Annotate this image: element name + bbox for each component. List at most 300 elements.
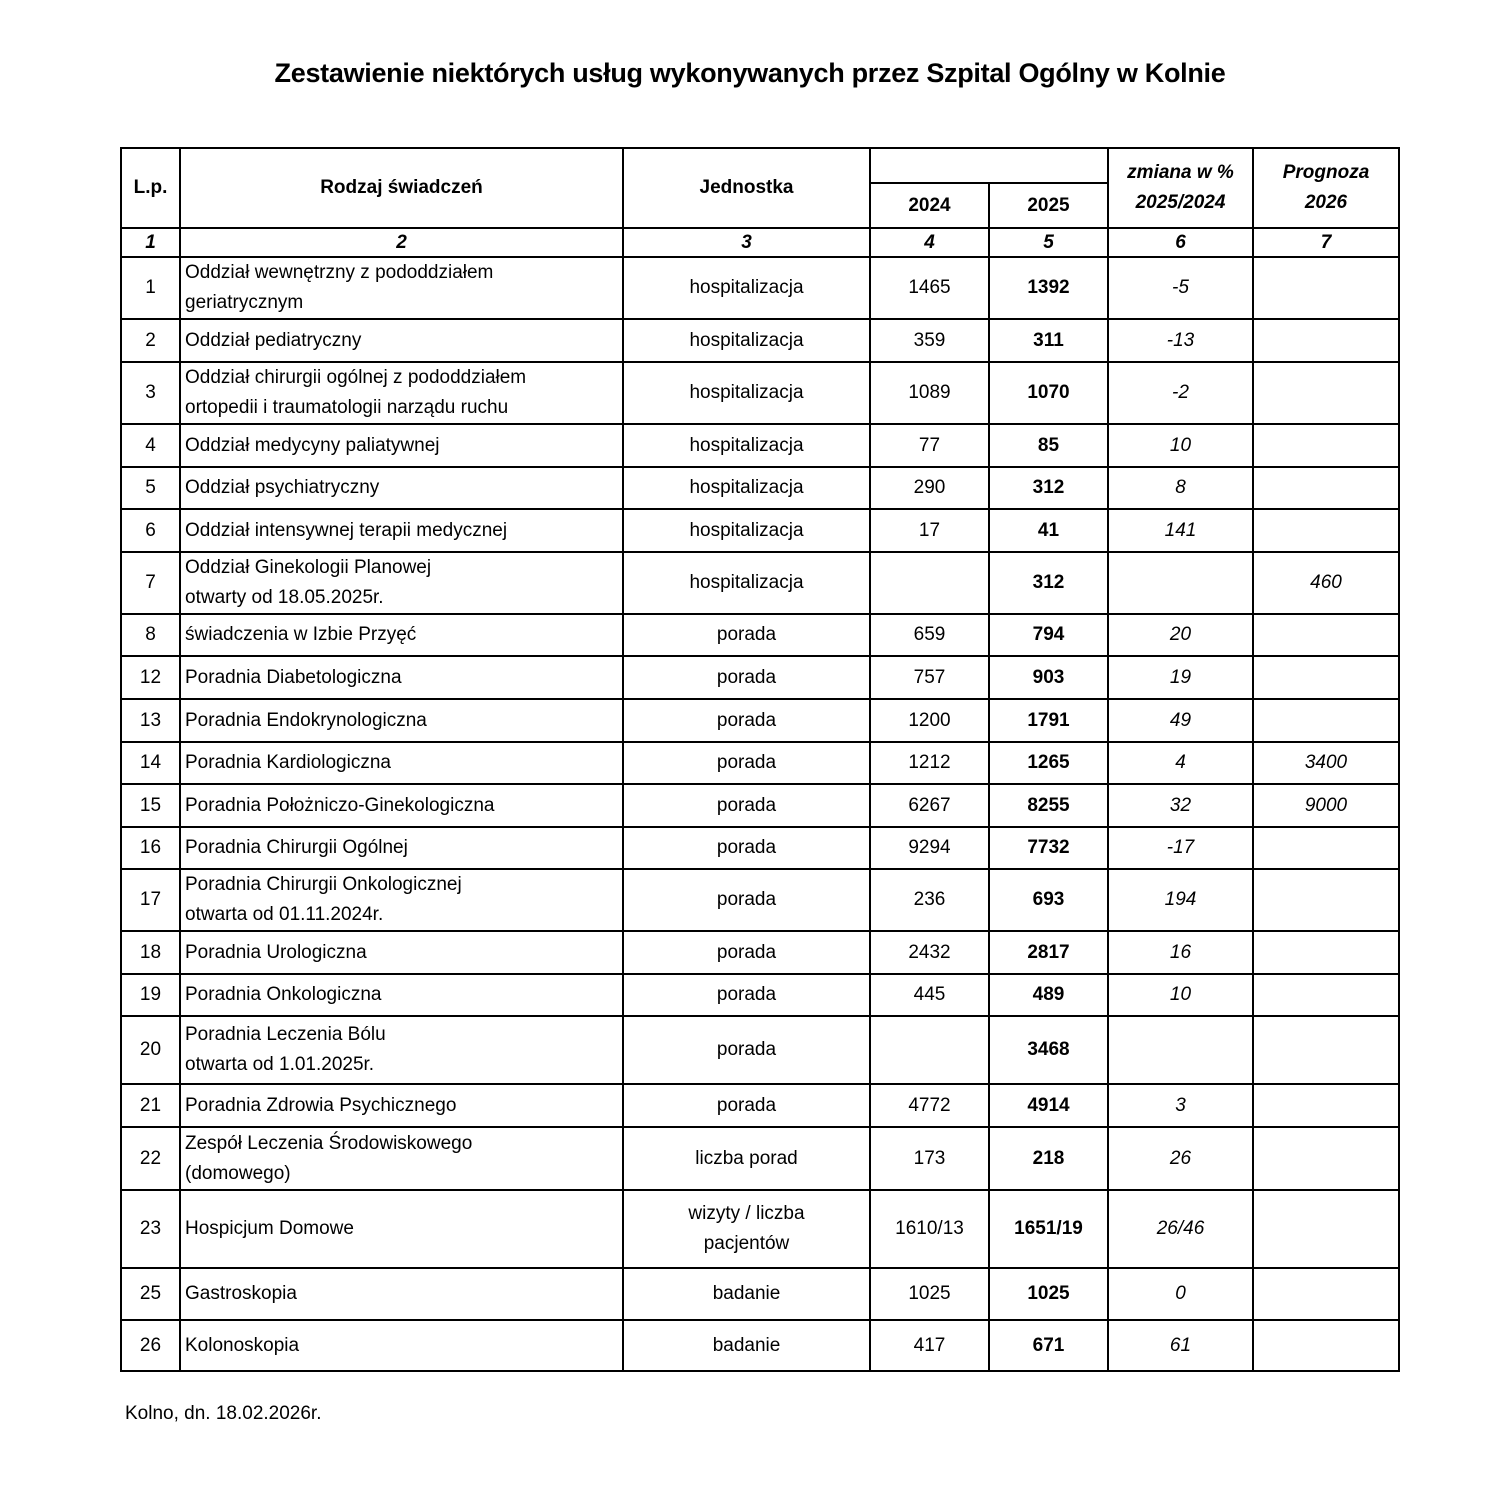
service-name-line2: (domowego): [185, 1162, 291, 1184]
unit-line1: porada: [716, 1039, 777, 1060]
cell-change-percent: [1108, 362, 1253, 424]
cell-lp: [121, 1127, 180, 1190]
cell-unit: [623, 509, 870, 552]
cell-2024: [870, 424, 989, 467]
service-name-line1: Oddział intensywnej terapii medycznej: [185, 519, 508, 541]
value-2024: 290: [913, 477, 946, 498]
service-name-line2: otwarta od 1.01.2025r.: [185, 1054, 375, 1075]
cell-service-name: [180, 424, 623, 467]
value-2025: 4914: [1027, 1094, 1070, 1116]
cell-lp: [121, 319, 180, 362]
value-2025: 311: [1033, 329, 1064, 351]
header-2024: 2024: [870, 183, 989, 228]
cell-unit: [623, 699, 870, 742]
cell-unit: [623, 656, 870, 699]
service-name-line1: Poradnia Chirurgii Ogólnej: [185, 837, 408, 858]
cell-2025: [989, 784, 1108, 827]
value-2025: 1791: [1027, 709, 1070, 731]
value-2025: 671: [1032, 1334, 1065, 1356]
service-name-line2: otwarty od 18.05.2025r.: [185, 587, 384, 608]
unit-line1: hospitalizacja: [689, 329, 804, 351]
table-row: [121, 467, 1399, 509]
cell-lp: [121, 974, 180, 1016]
cell-lp: [121, 1016, 180, 1084]
cell-change-percent: [1108, 319, 1253, 362]
table-row: [121, 742, 1399, 784]
cell-change-percent: [1108, 1016, 1253, 1084]
cell-lp: [121, 699, 180, 742]
cell-change-percent: [1108, 931, 1253, 974]
cell-unit: [623, 1268, 870, 1320]
unit-line1: hospitalizacja: [689, 477, 804, 498]
cell-2025: [989, 656, 1108, 699]
value-2025: 693: [1032, 889, 1065, 910]
unit-line2: pacjentów: [703, 1233, 790, 1254]
value-2024: 1025: [908, 1283, 951, 1304]
header-zmiana: [1108, 148, 1253, 228]
lp-value: 7: [145, 572, 156, 593]
cell-change-percent: [1108, 869, 1253, 931]
change-percent-value: 4: [1175, 752, 1186, 773]
cell-2024: [870, 1190, 989, 1268]
value-2024: 236: [913, 889, 946, 910]
cell-service-name: [180, 614, 623, 656]
table-row: [121, 784, 1399, 827]
value-2025: 1265: [1027, 752, 1070, 773]
unit-line1: porada: [716, 752, 777, 773]
table-row: [121, 319, 1399, 362]
cell-service-name: [180, 699, 623, 742]
cell-forecast-2026: [1253, 974, 1399, 1016]
value-2025: 1025: [1027, 1283, 1070, 1304]
value-2025: 903: [1032, 666, 1065, 688]
unit-line1: badanie: [712, 1283, 781, 1304]
cell-forecast-2026: [1253, 509, 1399, 552]
unit-line1: liczba porad: [695, 1147, 798, 1169]
table-row: [121, 869, 1399, 931]
cell-unit: [623, 974, 870, 1016]
cell-lp: [121, 614, 180, 656]
cell-forecast-2026: [1253, 742, 1399, 784]
cell-service-name: [180, 1320, 623, 1371]
lp-value: 1: [145, 277, 156, 298]
cell-service-name: [180, 827, 623, 869]
cell-2024: [870, 827, 989, 869]
lp-value: 17: [139, 889, 162, 910]
cell-2024: [870, 699, 989, 742]
table-row: [121, 1268, 1399, 1320]
cell-2024: [870, 1268, 989, 1320]
cell-unit: [623, 319, 870, 362]
table-row: [121, 1127, 1399, 1190]
unit-line1: porada: [716, 837, 777, 858]
cell-forecast-2026: [1253, 424, 1399, 467]
cell-2025: [989, 869, 1108, 931]
lp-value: 3: [145, 382, 156, 403]
col-number: 4: [870, 228, 989, 257]
unit-line1: hospitalizacja: [689, 519, 804, 541]
lp-value: 6: [145, 519, 156, 541]
cell-lp: [121, 827, 180, 869]
service-name-line1: Poradnia Diabetologiczna: [185, 666, 402, 688]
unit-line1: wizyty / liczba: [688, 1203, 805, 1224]
service-name-line1: Poradnia Endokrynologiczna: [185, 709, 427, 731]
cell-lp: [121, 509, 180, 552]
cell-forecast-2026: [1253, 614, 1399, 656]
service-name-line2: geriatrycznym: [185, 292, 304, 313]
service-name-line1: Poradnia Chirurgii Onkologicznej: [185, 874, 462, 895]
cell-forecast-2026: [1253, 931, 1399, 974]
cell-2024: [870, 362, 989, 424]
cell-2025: [989, 467, 1108, 509]
col-number: 1: [121, 228, 180, 257]
table-row: [121, 362, 1399, 424]
cell-2024: [870, 742, 989, 784]
cell-unit: [623, 742, 870, 784]
unit-line1: porada: [716, 709, 777, 731]
cell-unit: [623, 1084, 870, 1127]
cell-2024: [870, 869, 989, 931]
cell-unit: [623, 467, 870, 509]
cell-unit: [623, 1127, 870, 1190]
table-row: [121, 974, 1399, 1016]
value-2024: 9294: [908, 837, 951, 858]
cell-forecast-2026: [1253, 1190, 1399, 1268]
service-name-line1: Oddział Ginekologii Planowej: [185, 557, 432, 578]
service-name-line1: Poradnia Leczenia Bólu: [185, 1024, 386, 1045]
change-percent-value: 32: [1169, 794, 1192, 816]
unit-line1: porada: [716, 889, 777, 910]
cell-unit: [623, 614, 870, 656]
header-2025: 2025: [989, 183, 1108, 228]
table-row: [121, 424, 1399, 467]
cell-forecast-2026: [1253, 362, 1399, 424]
cell-2024: [870, 1084, 989, 1127]
table-row: [121, 509, 1399, 552]
cell-forecast-2026: [1253, 827, 1399, 869]
cell-change-percent: [1108, 552, 1253, 614]
cell-forecast-2026: [1253, 1268, 1399, 1320]
cell-lp: [121, 1190, 180, 1268]
cell-lp: [121, 257, 180, 319]
cell-2024: [870, 1320, 989, 1371]
cell-2025: [989, 974, 1108, 1016]
cell-unit: [623, 424, 870, 467]
lp-value: 26: [139, 1334, 162, 1356]
cell-change-percent: [1108, 974, 1253, 1016]
service-name-line1: Poradnia Położniczo-Ginekologiczna: [185, 794, 495, 816]
unit-line1: porada: [716, 624, 777, 645]
value-2024: 4772: [908, 1094, 951, 1116]
change-percent-value: -2: [1172, 382, 1189, 403]
cell-lp: [121, 467, 180, 509]
change-percent-value: 10: [1169, 434, 1192, 456]
cell-forecast-2026: [1253, 1320, 1399, 1371]
lp-value: 23: [139, 1218, 162, 1239]
cell-2025: [989, 614, 1108, 656]
cell-service-name: [180, 974, 623, 1016]
cell-change-percent: [1108, 656, 1253, 699]
table-row: [121, 1320, 1399, 1371]
cell-forecast-2026: [1253, 319, 1399, 362]
service-name-line1: Gastroskopia: [185, 1283, 297, 1304]
forecast-2026-value: 460: [1310, 572, 1342, 593]
change-percent-value: 194: [1164, 889, 1197, 910]
cell-2024: [870, 467, 989, 509]
cell-forecast-2026: [1253, 257, 1399, 319]
cell-change-percent: [1108, 1084, 1253, 1127]
cell-forecast-2026: [1253, 552, 1399, 614]
cell-service-name: [180, 467, 623, 509]
lp-value: 19: [139, 984, 162, 1005]
cell-2025: [989, 257, 1108, 319]
value-2025: 2817: [1027, 941, 1070, 963]
change-percent-value: 141: [1164, 519, 1197, 541]
cell-lp: [121, 1084, 180, 1127]
cell-unit: [623, 827, 870, 869]
value-2024: 757: [913, 666, 946, 688]
change-percent-value: 49: [1169, 709, 1192, 731]
value-2025: 3468: [1027, 1039, 1070, 1060]
unit-line1: porada: [716, 941, 777, 963]
change-percent-value: 20: [1169, 624, 1192, 645]
cell-forecast-2026: [1253, 656, 1399, 699]
cell-unit: [623, 1190, 870, 1268]
cell-service-name: [180, 509, 623, 552]
service-name-line1: Oddział pediatryczny: [185, 329, 362, 351]
value-2024: 445: [913, 984, 946, 1005]
cell-2025: [989, 319, 1108, 362]
cell-unit: [623, 552, 870, 614]
service-name-line1: Zespół Leczenia Środowiskowego: [185, 1132, 473, 1154]
cell-2025: [989, 742, 1108, 784]
cell-2025: [989, 827, 1108, 869]
header-zmiana-line2: 2025/2024: [1135, 192, 1226, 213]
lp-value: 8: [145, 624, 156, 645]
cell-2025: [989, 1127, 1108, 1190]
table-row: [121, 257, 1399, 319]
cell-change-percent: [1108, 424, 1253, 467]
value-2025: 1070: [1027, 382, 1070, 403]
change-percent-value: 0: [1175, 1283, 1186, 1304]
cell-lp: [121, 931, 180, 974]
cell-change-percent: [1108, 614, 1253, 656]
value-2025: 1651/19: [1014, 1218, 1083, 1239]
change-percent-value: 8: [1175, 477, 1186, 498]
cell-2024: [870, 614, 989, 656]
table-row: [121, 699, 1399, 742]
table-row: [121, 931, 1399, 974]
service-name-line2: ortopedii i traumatologii narządu ruchu: [185, 397, 509, 418]
header-jednostka: Jednostka: [623, 148, 870, 228]
unit-line1: badanie: [712, 1334, 781, 1356]
cell-change-percent: [1108, 742, 1253, 784]
cell-change-percent: [1108, 827, 1253, 869]
change-percent-value: -5: [1172, 277, 1189, 298]
cell-service-name: [180, 257, 623, 319]
cell-service-name: [180, 1190, 623, 1268]
cell-2025: [989, 1084, 1108, 1127]
lp-value: 15: [139, 794, 162, 816]
cell-service-name: [180, 1268, 623, 1320]
cell-change-percent: [1108, 1320, 1253, 1371]
value-2025: 489: [1032, 984, 1065, 1005]
cell-forecast-2026: [1253, 784, 1399, 827]
cell-service-name: [180, 656, 623, 699]
cell-2024: [870, 656, 989, 699]
cell-unit: [623, 784, 870, 827]
cell-2025: [989, 552, 1108, 614]
value-2025: 1392: [1027, 277, 1070, 298]
cell-2025: [989, 1320, 1108, 1371]
cell-2025: [989, 509, 1108, 552]
service-name-line1: Poradnia Onkologiczna: [185, 984, 382, 1005]
forecast-2026-value: 3400: [1304, 752, 1348, 773]
unit-line1: porada: [716, 984, 777, 1005]
cell-service-name: [180, 1016, 623, 1084]
page-title: Zestawienie niektórych usług wykonywanych przez Szpital Ogólny w Kolnie: [274, 58, 1226, 88]
lp-value: 2: [145, 329, 156, 351]
lp-value: 12: [139, 666, 162, 688]
header-rodzaj: Rodzaj świadczeń: [180, 148, 623, 228]
value-2025: 312: [1032, 572, 1065, 593]
cell-service-name: [180, 552, 623, 614]
cell-lp: [121, 1268, 180, 1320]
lp-value: 21: [139, 1094, 162, 1116]
service-name-line1: Poradnia Zdrowia Psychicznego: [185, 1094, 457, 1116]
cell-lp: [121, 1320, 180, 1371]
cell-unit: [623, 257, 870, 319]
cell-unit: [623, 362, 870, 424]
col-number: 6: [1108, 228, 1253, 257]
unit-line1: porada: [716, 1094, 777, 1116]
value-2024: 17: [918, 519, 941, 541]
cell-forecast-2026: [1253, 869, 1399, 931]
cell-change-percent: [1108, 257, 1253, 319]
table-row: [121, 1190, 1399, 1268]
cell-2025: [989, 931, 1108, 974]
cell-2024: [870, 974, 989, 1016]
cell-service-name: [180, 319, 623, 362]
service-name-line1: Kolonoskopia: [185, 1334, 300, 1356]
unit-line1: hospitalizacja: [689, 572, 804, 593]
service-name-line1: Oddział medycyny paliatywnej: [185, 434, 440, 456]
table-row: [121, 656, 1399, 699]
cell-2024: [870, 319, 989, 362]
cell-2025: [989, 1016, 1108, 1084]
table-row: [121, 1084, 1399, 1127]
unit-line1: porada: [716, 666, 777, 688]
lp-value: 25: [139, 1283, 162, 1304]
cell-lp: [121, 552, 180, 614]
col-number: 3: [623, 228, 870, 257]
service-name-line1: Oddział wewnętrzny z pododdziałem: [185, 262, 494, 283]
change-percent-value: -17: [1166, 837, 1195, 858]
value-2024: 6267: [908, 794, 951, 816]
lp-value: 4: [145, 434, 156, 456]
cell-lp: [121, 424, 180, 467]
cell-unit: [623, 931, 870, 974]
value-2025: 312: [1032, 477, 1065, 498]
cell-forecast-2026: [1253, 699, 1399, 742]
col-number: 2: [180, 228, 623, 257]
cell-2024: [870, 931, 989, 974]
table-row: [121, 1016, 1399, 1084]
change-percent-value: 10: [1169, 984, 1192, 1005]
value-2024: 2432: [908, 941, 951, 963]
change-percent-value: 16: [1169, 941, 1192, 963]
value-2024: 77: [918, 434, 941, 456]
cell-change-percent: [1108, 1190, 1253, 1268]
cell-forecast-2026: [1253, 1127, 1399, 1190]
lp-value: 20: [139, 1039, 162, 1060]
change-percent-value: 26/46: [1156, 1218, 1205, 1239]
change-percent-value: 26: [1169, 1147, 1192, 1169]
cell-service-name: [180, 784, 623, 827]
unit-line1: porada: [716, 794, 777, 816]
service-name-line1: Poradnia Kardiologiczna: [185, 752, 391, 773]
cell-forecast-2026: [1253, 1016, 1399, 1084]
lp-value: 13: [139, 709, 162, 731]
cell-2025: [989, 362, 1108, 424]
cell-change-percent: [1108, 467, 1253, 509]
cell-2024: [870, 257, 989, 319]
footer-place-date: Kolno, dn. 18.02.2026r.: [125, 1403, 322, 1424]
cell-unit: [623, 1016, 870, 1084]
value-2024: 359: [913, 329, 946, 351]
service-name-line1: Hospicjum Domowe: [185, 1218, 354, 1239]
cell-lp: [121, 656, 180, 699]
value-2024: 1212: [908, 752, 951, 773]
service-name-line1: Oddział psychiatryczny: [185, 477, 380, 498]
value-2025: 8255: [1027, 794, 1070, 816]
value-2024: 173: [913, 1147, 946, 1169]
cell-service-name: [180, 362, 623, 424]
value-2024: 417: [913, 1334, 946, 1356]
cell-2024: [870, 509, 989, 552]
cell-change-percent: [1108, 509, 1253, 552]
unit-line1: hospitalizacja: [689, 277, 804, 298]
service-name-line1: Poradnia Urologiczna: [185, 941, 367, 963]
header-prognoza: [1253, 148, 1399, 228]
header-zmiana-line1: zmiana w %: [1127, 162, 1234, 183]
column-number-row: [121, 228, 1399, 257]
cell-service-name: [180, 869, 623, 931]
cell-forecast-2026: [1253, 1084, 1399, 1127]
unit-line1: hospitalizacja: [689, 382, 804, 403]
cell-lp: [121, 784, 180, 827]
value-2024: 659: [913, 624, 946, 645]
cell-change-percent: [1108, 784, 1253, 827]
value-2025: 85: [1037, 434, 1060, 456]
value-2024: 1200: [908, 709, 951, 731]
cell-forecast-2026: [1253, 467, 1399, 509]
value-2025: 794: [1032, 624, 1065, 645]
cell-2025: [989, 1268, 1108, 1320]
service-name-line2: otwarta od 01.11.2024r.: [185, 904, 384, 925]
forecast-2026-value: 9000: [1304, 794, 1348, 816]
cell-2025: [989, 699, 1108, 742]
service-name-line1: świadczenia w Izbie Przyęć: [185, 624, 417, 645]
cell-lp: [121, 742, 180, 784]
cell-2024: [870, 552, 989, 614]
cell-2024: [870, 784, 989, 827]
cell-service-name: [180, 742, 623, 784]
change-percent-value: 61: [1169, 1334, 1192, 1356]
value-2025: 7732: [1027, 837, 1070, 858]
lp-value: 16: [139, 837, 162, 858]
service-name-line1: Oddział chirurgii ogólnej z pododdziałem: [185, 367, 527, 388]
